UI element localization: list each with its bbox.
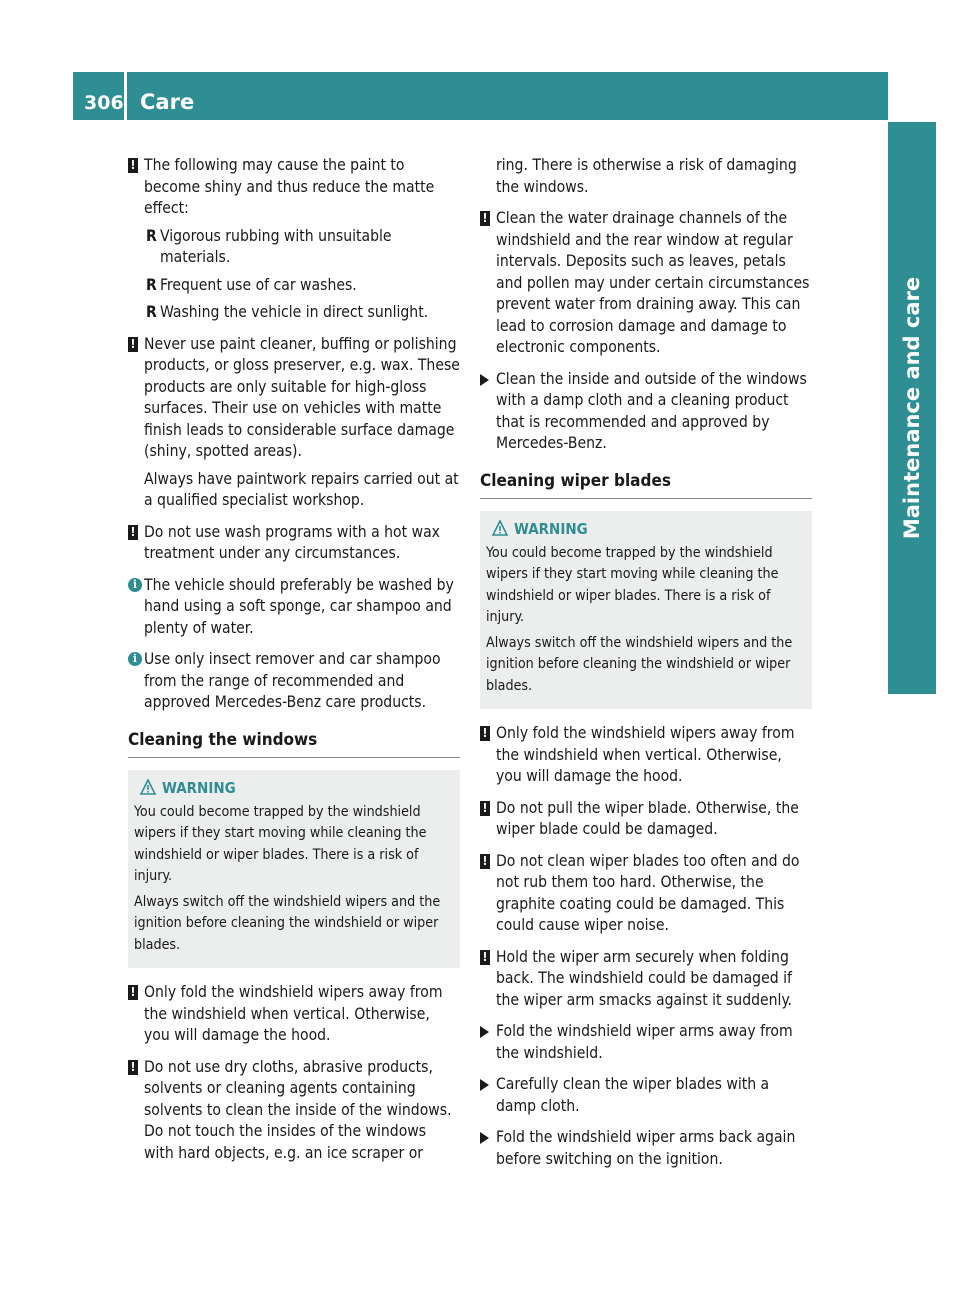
note-text: Always have paintwork repairs carried out at a qualified specialist workshop.: [144, 469, 459, 509]
warning-triangle-icon: [492, 520, 508, 536]
warning-text: You could become trapped by the windshield wipers if they start moving while cleaning the windshield or wiper blades. There is a risk of injury.: [134, 803, 427, 884]
caution-icon: !: [128, 158, 138, 173]
note-text: Only fold the windshield wipers away from the windshield when vertical. Otherwise, you will damage the hood.: [144, 983, 443, 1044]
section-heading: Cleaning wiper blades: [480, 471, 812, 500]
step-arrow-icon: [480, 1079, 489, 1091]
page-number: 306: [84, 92, 124, 114]
list-item-text: Washing the vehicle in direct sunlight.: [160, 303, 429, 321]
info-note: [128, 649, 460, 714]
note-text: Use only insect remover and car shampoo from the range of recommended and approved Mercedes-Benz care products.: [144, 650, 441, 711]
caution-note: [480, 851, 812, 937]
caution-icon: !: [480, 211, 490, 226]
note-text: Clean the water drainage channels of the windshield and the rear window at regular intervals. Deposits such as leaves, petals and pollen may under certain circumstances prevent water from draining away. This can lead to corrosion damage and damage to electronic components.: [496, 209, 810, 356]
caution-icon: !: [480, 801, 490, 816]
caution-note: [128, 155, 460, 324]
warning-text: Always switch off the windshield wipers and the ignition before cleaning the windshield or wiper blades.: [486, 634, 793, 694]
step-arrow-icon: [480, 1026, 489, 1038]
list-item-text: Vigorous rubbing with unsuitable materials.: [160, 226, 392, 266]
instruction-step: [480, 1074, 812, 1117]
caution-icon: !: [128, 525, 138, 540]
note-text: Only fold the windshield wipers away from the windshield when vertical. Otherwise, you will damage the hood.: [496, 724, 795, 785]
info-note: [128, 575, 460, 640]
bullet-icon: R: [146, 303, 157, 321]
note-text: The following may cause the paint to become shiny and thus reduce the matte effect:: [144, 156, 435, 217]
step-text: Fold the windshield wiper arms back again before switching on the ignition.: [496, 1128, 796, 1168]
step-text: Fold the windshield wiper arms away from the windshield.: [496, 1022, 793, 1062]
side-tab-label: Maintenance and care: [900, 276, 924, 540]
caution-note: [128, 982, 460, 1047]
bullet-icon: R: [146, 226, 157, 245]
left-column: [128, 155, 460, 1174]
warning-box: [480, 511, 812, 709]
warning-text: You could become trapped by the windshield wipers if they start moving while cleaning the windshield or wiper blades. There is a risk of injury.: [486, 544, 779, 625]
caution-icon: !: [128, 337, 138, 352]
caution-note: [480, 947, 812, 1012]
caution-icon: !: [128, 1060, 138, 1075]
note-text: Do not clean wiper blades too often and do not rub them too hard. Otherwise, the graphite coating could be damaged. This could cause wiper noise.: [496, 851, 800, 934]
caution-note: [128, 522, 460, 565]
note-text: Do not use dry cloths, abrasive products, solvents or cleaning agents containing solvents to clean the inside of the windows. Do not touch the insides of the windows with hard objects, e.g. an ice scraper or: [144, 1057, 452, 1162]
note-text: Do not pull the wiper blade. Otherwise, the wiper blade could be damaged.: [496, 798, 799, 838]
instruction-step: [480, 369, 812, 455]
header-bar: [73, 72, 888, 120]
note-text: The vehicle should preferably be washed by hand using a soft sponge, car shampoo and plenty of water.: [144, 575, 454, 637]
instruction-step: [480, 1021, 812, 1064]
warning-header: [140, 778, 454, 800]
caution-note: [128, 334, 460, 512]
list-item-text: Frequent use of car washes.: [160, 275, 357, 294]
caution-note: [128, 1057, 460, 1165]
section-heading: Cleaning the windows: [128, 730, 460, 759]
warning-title: WARNING: [514, 520, 588, 538]
bullet-list: [144, 226, 460, 324]
caution-icon: !: [480, 726, 490, 741]
caution-note: [480, 798, 812, 841]
section-title: Care: [140, 90, 195, 114]
caution-icon: !: [480, 854, 490, 869]
info-icon: i: [128, 578, 142, 592]
step-text: Carefully clean the wiper blades with a damp cloth.: [496, 1075, 770, 1115]
note-text: Hold the wiper arm securely when folding back. The windshield could be damaged if the wiper arm smacks against it suddenly.: [496, 947, 792, 1009]
warning-header: [492, 519, 806, 541]
caution-icon: !: [480, 950, 490, 965]
bullet-icon: R: [146, 275, 157, 294]
step-arrow-icon: [480, 374, 489, 386]
continued-text: ring. There is otherwise a risk of damaging the windows.: [496, 156, 797, 196]
list-item: [144, 302, 460, 324]
right-column: [480, 155, 812, 1180]
warning-box: [128, 770, 460, 968]
caution-icon: !: [128, 985, 138, 1000]
warning-text: Always switch off the windshield wipers and the ignition before cleaning the windshield or wiper blades.: [134, 893, 441, 953]
header-divider: [124, 72, 127, 120]
note-text: Do not use wash programs with a hot wax treatment under any circumstances.: [144, 522, 440, 562]
step-text: Clean the inside and outside of the windows with a damp cloth and a cleaning product that is recommended and approved by Mercedes-Benz.: [496, 369, 807, 452]
caution-note: [480, 723, 812, 788]
list-item: [144, 226, 460, 269]
caution-note: [480, 208, 812, 359]
warning-title: WARNING: [162, 779, 236, 797]
step-arrow-icon: [480, 1132, 489, 1144]
warning-triangle-icon: [140, 779, 156, 795]
list-item: [144, 275, 460, 297]
info-icon: i: [128, 652, 142, 666]
note-text: Never use paint cleaner, buffing or polishing products, or gloss preserver, e.g. wax. These products are only suitable for high-gloss surfaces. Their use on vehicles with matte finish leads to considerable surface damage (shiny, spotted areas).: [144, 334, 460, 460]
instruction-step: [480, 1127, 812, 1170]
